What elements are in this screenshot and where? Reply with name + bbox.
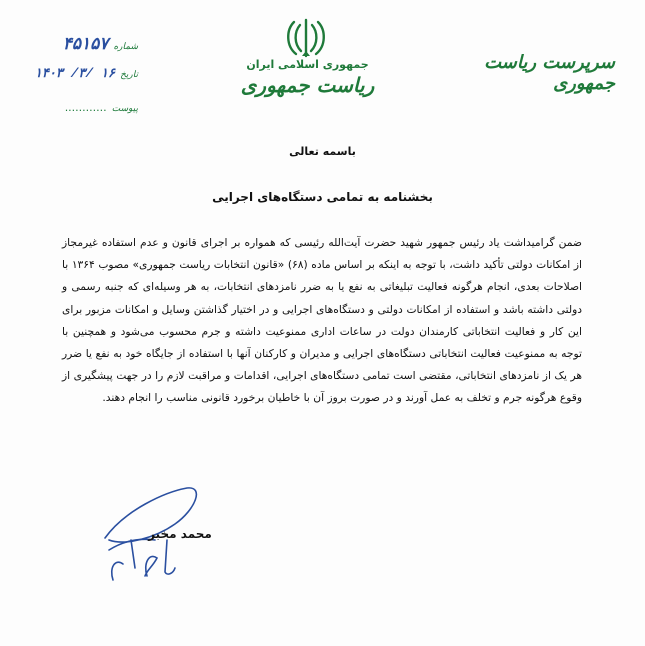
invocation: باسمه تعالی	[289, 145, 356, 158]
signatory-name: محمد مخبر	[148, 527, 212, 541]
attachment-label: پیوست	[111, 104, 138, 114]
office-name: ریاست جمهوری	[240, 73, 375, 97]
letter-body	[62, 232, 582, 410]
letter-title: بخشنامه به تمامی دستگاه‌های اجرایی	[212, 190, 433, 204]
sender-title: سرپرست ریاست جمهوری	[484, 52, 615, 94]
letterhead-center	[240, 58, 375, 98]
number-label: شماره	[113, 42, 138, 52]
number-row	[28, 34, 138, 55]
attachment-dots: ............	[64, 101, 107, 114]
attachment-row	[28, 96, 138, 115]
iran-emblem-icon	[282, 16, 330, 60]
date-label: تاریخ	[120, 70, 138, 80]
body-paragraph: ضمن گرامیداشت یاد رئیس جمهور شهید حضرت آیت‌الله رئیسی که همواره بر اجرای قانون و عدم استفاده غیرمجاز از امکانات دولتی تأکید داشت، با توجه به اینکه بر اساس ماده (۶۸) «قانون انتخابات ریاست جمهوری» مصوب ۱۳۶۴ با اصلاحات بعدی، انجام هرگونه فعالیت تبلیغاتی به نفع یا به ضرر نامزدهای انتخابات، به هر وسیله‌ای که جنبه رسمی و دولتی داشته باشد و استفاده از امکانات دولتی و دستگاه‌های اجرایی و در اختیار گذاشتن وسایل و امکانات مزبور برای این کار و فعالیت انتخاباتی کارمندان دولت در ساعات اداری ممنوعیت داشته و جرم محسوب می‌شود و همچنین با توجه به ممنوعیت فعالیت انتخاباتی دستگاه‌های اجرایی و مدیران و کارکنان آنها با استفاده از جایگاه خود به نفع یا ضرر هر یک از نامزدهای انتخاباتی، مقتضی است تمامی دستگاه‌های اجرایی، اقدامات و مراقبت لازم را در جهت پیشگیری از وقوع هرگونه جرم و تخلف به عمل آورند و در صورت بروز آن با خاطیان برخورد قانونی مناسب را انجام دهند.	[62, 236, 582, 405]
date-row	[28, 62, 138, 81]
date-value: ۱۶ /۳/ ۱۴۰۳	[34, 66, 115, 81]
number-value: ۴۵۱۵۷	[62, 36, 109, 55]
country-name: جمهوری اسلامی ایران	[246, 58, 369, 71]
